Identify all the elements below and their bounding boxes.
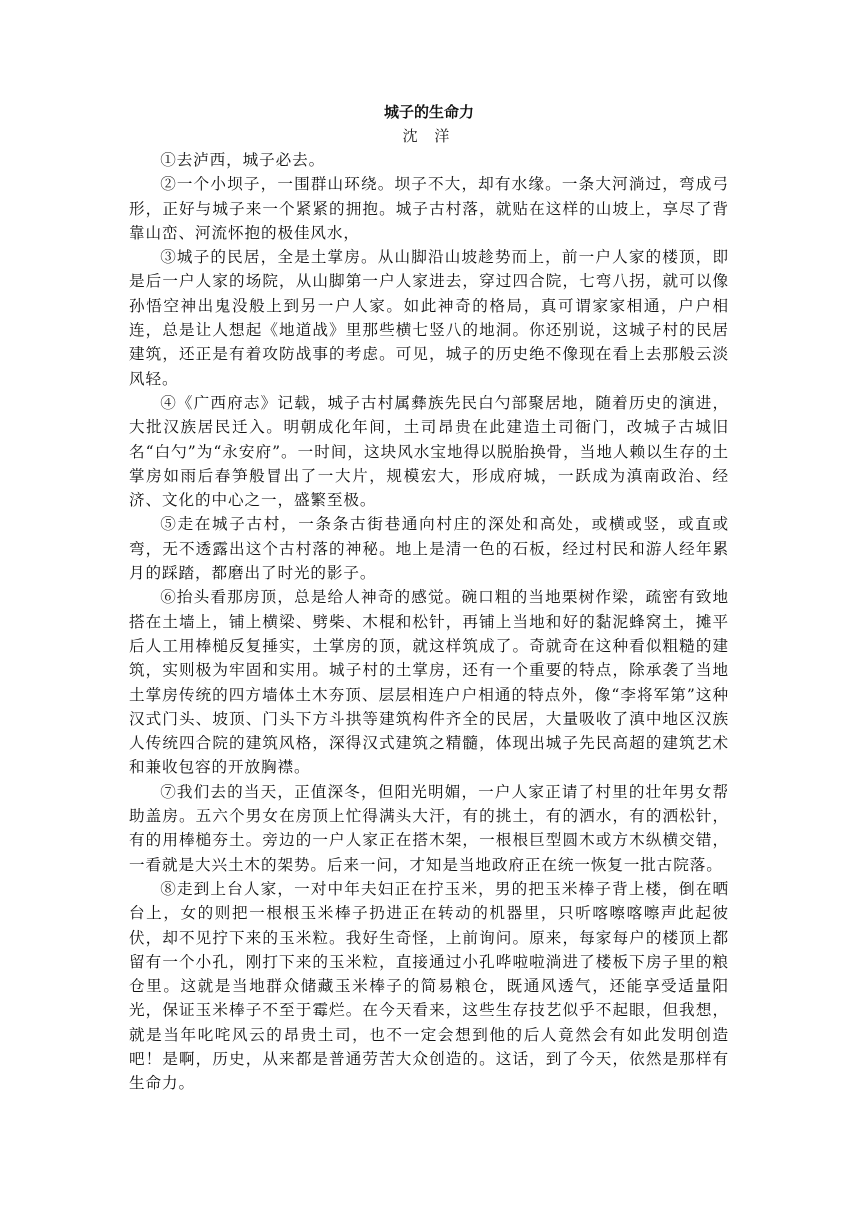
paragraph-6: ⑥抬头看那房顶，总是给人神奇的感觉。碗口粗的当地栗树作梁，疏密有致地搭在土墙上，铺上横梁、劈柴、木棍和松针，再铺上当地和好的黏泥蜂窝土，摊平后人工用棒槌反复捶实，土掌房的顶，就这样筑成了。奇就奇在这种看似粗糙的建筑，实则极为牢固和实用。城子村的土掌房，还有一个重要的特点，除承袭了当地土掌房传统的四方墙体土木夯顶、层层相连户户相通的特点外，像“李将军第”这种汉式门头、坡顶、门头下方斗拱等建筑构件齐全的民居，大量吸收了滇中地区汉族人传统四合院的建筑风格，深得汉式建筑之精髓，体现出城子先民高超的建筑艺术和兼收包容的开放胸襟。 [129,588,729,777]
article-author: 沈 洋 [402,127,456,145]
paragraph-8: ⑧走到上台人家，一对中年夫妇正在拧玉米，男的把玉米棒子背上楼，倒在晒台上，女的则把一根根玉米棒子扔进正在转动的机器里，只听喀嚓喀嚓声此起彼伏，却不见拧下来的玉米粒。我好生奇怪，上前询问。原来，每家每户的楼顶上都留有一个小孔，刚打下来的玉米粒，直接通过小孔哗啦啦淌进了楼板下房子里的粮仓里。这就是当地群众储藏玉米棒子的简易粮仓，既通风透气，还能享受适量阳光，保证玉米棒子不至于霉烂。在今天看来，这些生存技艺似乎不起眼，但我想，就是当年叱咤风云的昂贵土司，也不一定会想到他的后人竟然会有如此发明创造吧！是啊，历史，从来都是普通劳苦大众创造的。这话，到了今天，依然是那样有生命力。 [129,879,729,1093]
article-title: 城子的生命力 [383,103,474,121]
paragraph-7: ⑦我们去的当天，正值深冬，但阳光明媚，一户人家正请了村里的壮年男女帮助盖房。五六个男女在房顶上忙得满头大汗，有的挑土，有的洒水，有的洒松针，有的用棒槌夯土。旁边的一户人家正在搭木架，一根根巨型圆木或方木纵横交错，一看就是大兴土木的架势。后来一问，才知是当地政府正在统一恢复一批古院落。 [129,782,729,874]
paragraph-4: ④《广西府志》记载，城子古村属彝族先民白勺部聚居地，随着历史的演进，大批汉族居民迁入。明朝成化年间，土司昂贵在此建造土司衙门，改城子古城旧名“白勺”为“永安府”。一时间，这块风水宝地得以脱胎换骨，当地人赖以生存的土掌房如雨后春笋般冒出了一大片，规模宏大，形成府城，一跃成为滇南政治、经济、文化的中心之一，盛繁至极。 [129,393,729,510]
article [129,100,729,1096]
paragraph-3: ③城子的民居，全是土掌房。从山脚沿山坡趁势而上，前一户人家的楼顶，即是后一户人家的场院，从山脚第一户人家进去，穿过四合院，七弯八拐，就可以像孙悟空神出鬼没般上到另一户人家。如此神奇的格局，真可谓家家相通，户户相连，总是让人想起《地道战》里那些横七竖八的地洞。你还别说，这城子村的民居建筑，还正是有着攻防战事的考虑。可见，城子的历史绝不像现在看上去那般云淡风轻。 [129,248,729,388]
paragraph-5: ⑤走在城子古村，一条条古街巷通向村庄的深处和高处，或横或竖，或直或弯，无不透露出这个古村落的神秘。地上是清一色的石板，经过村民和游人经年累月的踩踏，都磨出了时光的影子。 [129,515,729,583]
paragraph-2: ②一个小坝子，一围群山环绕。坝子不大，却有水缘。一条大河淌过，弯成弓形，正好与城子来一个紧紧的拥抱。城子古村落，就贴在这样的山坡上，享尽了背靠山峦、河流怀抱的极佳风水， [129,175,729,242]
paragraph-1: ①去泸西，城子必去。 [160,151,326,169]
